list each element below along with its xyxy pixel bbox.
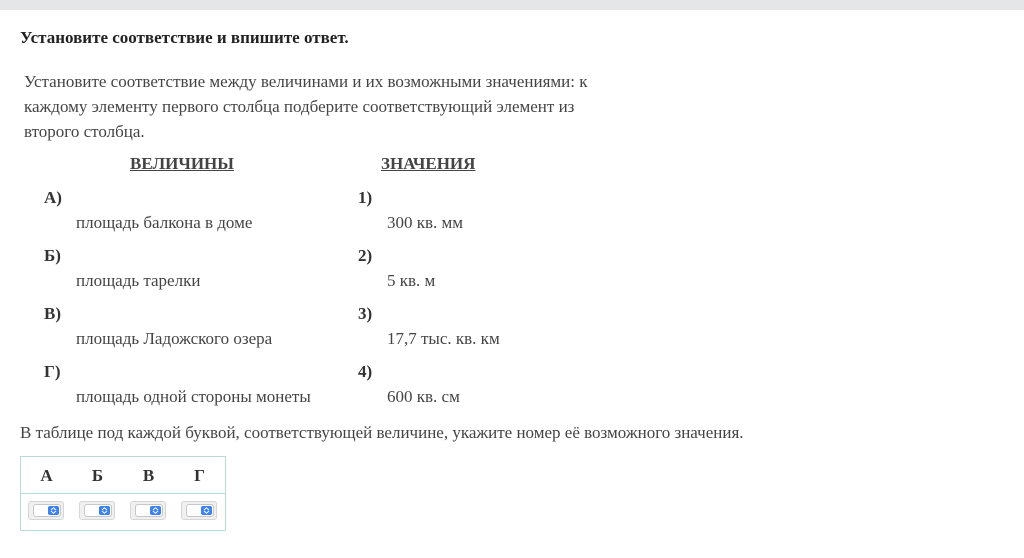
answer-table xyxy=(20,456,226,531)
task-title: Установите соответствие и впишите ответ. xyxy=(20,28,349,47)
answer-header-v: В xyxy=(142,466,155,485)
answer-select-v[interactable] xyxy=(130,501,166,520)
select-field[interactable] xyxy=(84,504,112,517)
value-number: 1) xyxy=(358,188,373,207)
quantity-text: площадь балкона в доме xyxy=(76,213,253,232)
top-bar xyxy=(0,0,1024,10)
quantity-letter: А) xyxy=(44,188,62,207)
select-field[interactable] xyxy=(135,504,163,517)
select-field[interactable] xyxy=(186,504,214,517)
answer-header-b: Б xyxy=(91,466,104,485)
value-number: 2) xyxy=(358,246,373,265)
answer-select-b[interactable] xyxy=(79,501,115,520)
answer-instruction: В таблице под каждой буквой, соответствующей величине, укажите номер её возможного значения. xyxy=(20,423,744,442)
value-text: 5 кв. м xyxy=(387,271,436,290)
quantity-text: площадь тарелки xyxy=(76,271,201,290)
value-text: 17,7 тыс. кв. км xyxy=(387,329,500,348)
updown-chevron-icon[interactable] xyxy=(150,506,161,515)
quantity-text: площадь одной стороны монеты xyxy=(76,387,311,406)
answer-header-a: А xyxy=(40,466,53,485)
value-text: 600 кв. см xyxy=(387,387,460,406)
value-text: 300 кв. мм xyxy=(387,213,464,232)
answer-header-g: Г xyxy=(194,466,205,485)
updown-chevron-icon[interactable] xyxy=(99,506,110,515)
quantity-letter: В) xyxy=(44,304,61,323)
updown-chevron-icon[interactable] xyxy=(48,506,59,515)
quantity-letter: Б) xyxy=(44,246,61,265)
column-header-quantities: ВЕЛИЧИНЫ xyxy=(130,154,234,173)
value-number: 3) xyxy=(358,304,373,323)
quantity-letter: Г) xyxy=(44,362,61,381)
quantity-text: площадь Ладожского озера xyxy=(76,329,273,348)
value-number: 4) xyxy=(358,362,373,381)
answer-select-g[interactable] xyxy=(181,501,217,520)
column-header-values: ЗНАЧЕНИЯ xyxy=(381,154,476,173)
updown-chevron-icon[interactable] xyxy=(201,506,212,515)
task-text: Установите соответствие между величинами и их возможными значениями: к каждому элементу первого столбца подберите соответствующий элемент из второго столбца. xyxy=(24,72,588,141)
select-field[interactable] xyxy=(33,504,61,517)
answer-select-a[interactable] xyxy=(28,501,64,520)
answer-table-header xyxy=(21,457,225,494)
